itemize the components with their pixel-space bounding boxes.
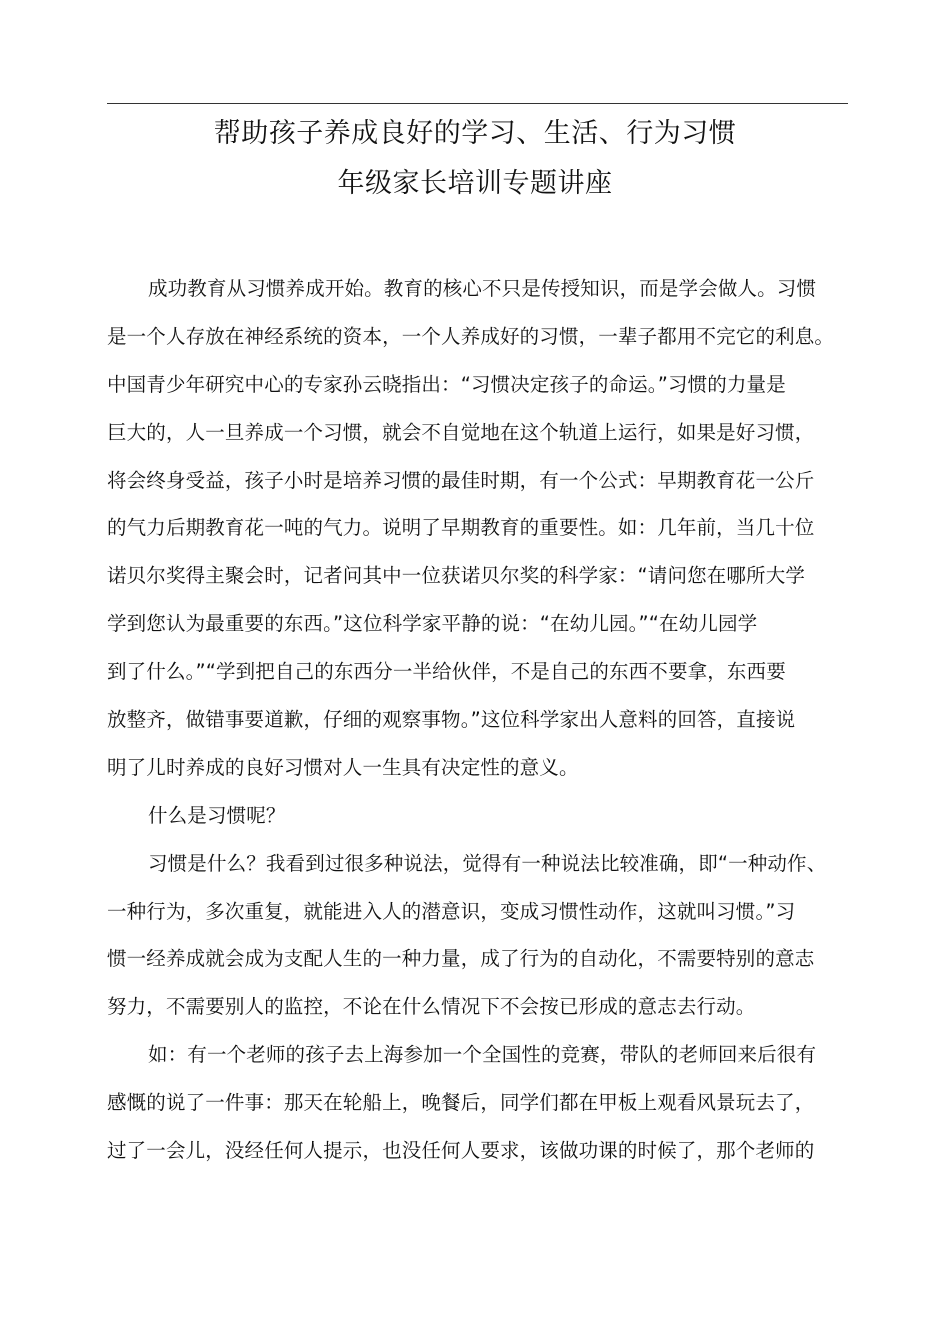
body-line: 将会终身受益，孩子小时是培养习惯的最佳时期，有一个公式：早期教育花一公斤 <box>107 468 815 492</box>
body-line: 巨大的，人一旦养成一个习惯，就会不自觉地在这个轨道上运行，如果是好习惯， <box>107 420 815 444</box>
body-line: 明了儿时养成的良好习惯对人一生具有决定性的意义。 <box>107 755 579 779</box>
body-line: 成功教育从习惯养成开始。教育的核心不只是传授知识，而是学会做人。习惯 <box>148 277 817 300</box>
body-line: 惯一经养成就会成为支配人生的一种力量，成了行为的自动化，不需要特别的意志 <box>107 947 815 971</box>
document-subtitle: 年级家长培训专题讲座 <box>337 168 613 199</box>
document-body <box>107 270 852 1180</box>
body-line: 放整齐，做错事要道歉，仔细的观察事物。”这位科学家出人意料的回答，直接说 <box>107 708 796 732</box>
body-line: 努力，不需要别人的监控，不论在什么情况下不会按已形成的意志去行动。 <box>107 995 756 1019</box>
body-line: 过了一会儿，没经任何人提示，也没任何人要求，该做功课的时候了，那个老师的 <box>107 1139 815 1163</box>
body-line: 一种行为，多次重复，就能进入人的潜意识，变成习惯性动作，这就叫习惯。”习 <box>107 899 796 923</box>
body-line: 是一个人存放在神经系统的资本，一个人养成好的习惯，一辈子都用不完它的利息。 <box>107 324 835 348</box>
body-line: 学到您认为最重要的东西。”这位科学家平静的说：“在幼儿园。”“在幼儿园学 <box>107 612 758 636</box>
header-rule <box>107 103 848 104</box>
body-line: 的气力后期教育花一吨的气力。说明了早期教育的重要性。如：几年前，当几十位 <box>107 516 815 540</box>
body-line: 习惯是什么？我看到过很多种说法，觉得有一种说法比较准确，即“一种动作、 <box>148 851 827 875</box>
document-title: 帮助孩子养成良好的学习、生活、行为习惯 <box>213 118 737 149</box>
section-question: 什么是习惯呢？ <box>148 803 286 827</box>
body-line: 诺贝尔奖得主聚会时，记者问其中一位获诺贝尔奖的科学家：“请问您在哪所大学 <box>107 564 806 588</box>
body-line: 感慨的说了一件事：那天在轮船上，晚餐后，同学们都在甲板上观看风景玩去了， <box>107 1091 815 1115</box>
body-line: 到了什么。”“学到把自己的东西分一半给伙伴，不是自己的东西不要拿，东西要 <box>107 660 786 684</box>
body-line: 如：有一个老师的孩子去上海参加一个全国性的竞赛，带队的老师回来后很有 <box>148 1043 817 1067</box>
body-line: 中国青少年研究中心的专家孙云晓指出：“习惯决定孩子的命运。”习惯的力量是 <box>107 372 786 396</box>
